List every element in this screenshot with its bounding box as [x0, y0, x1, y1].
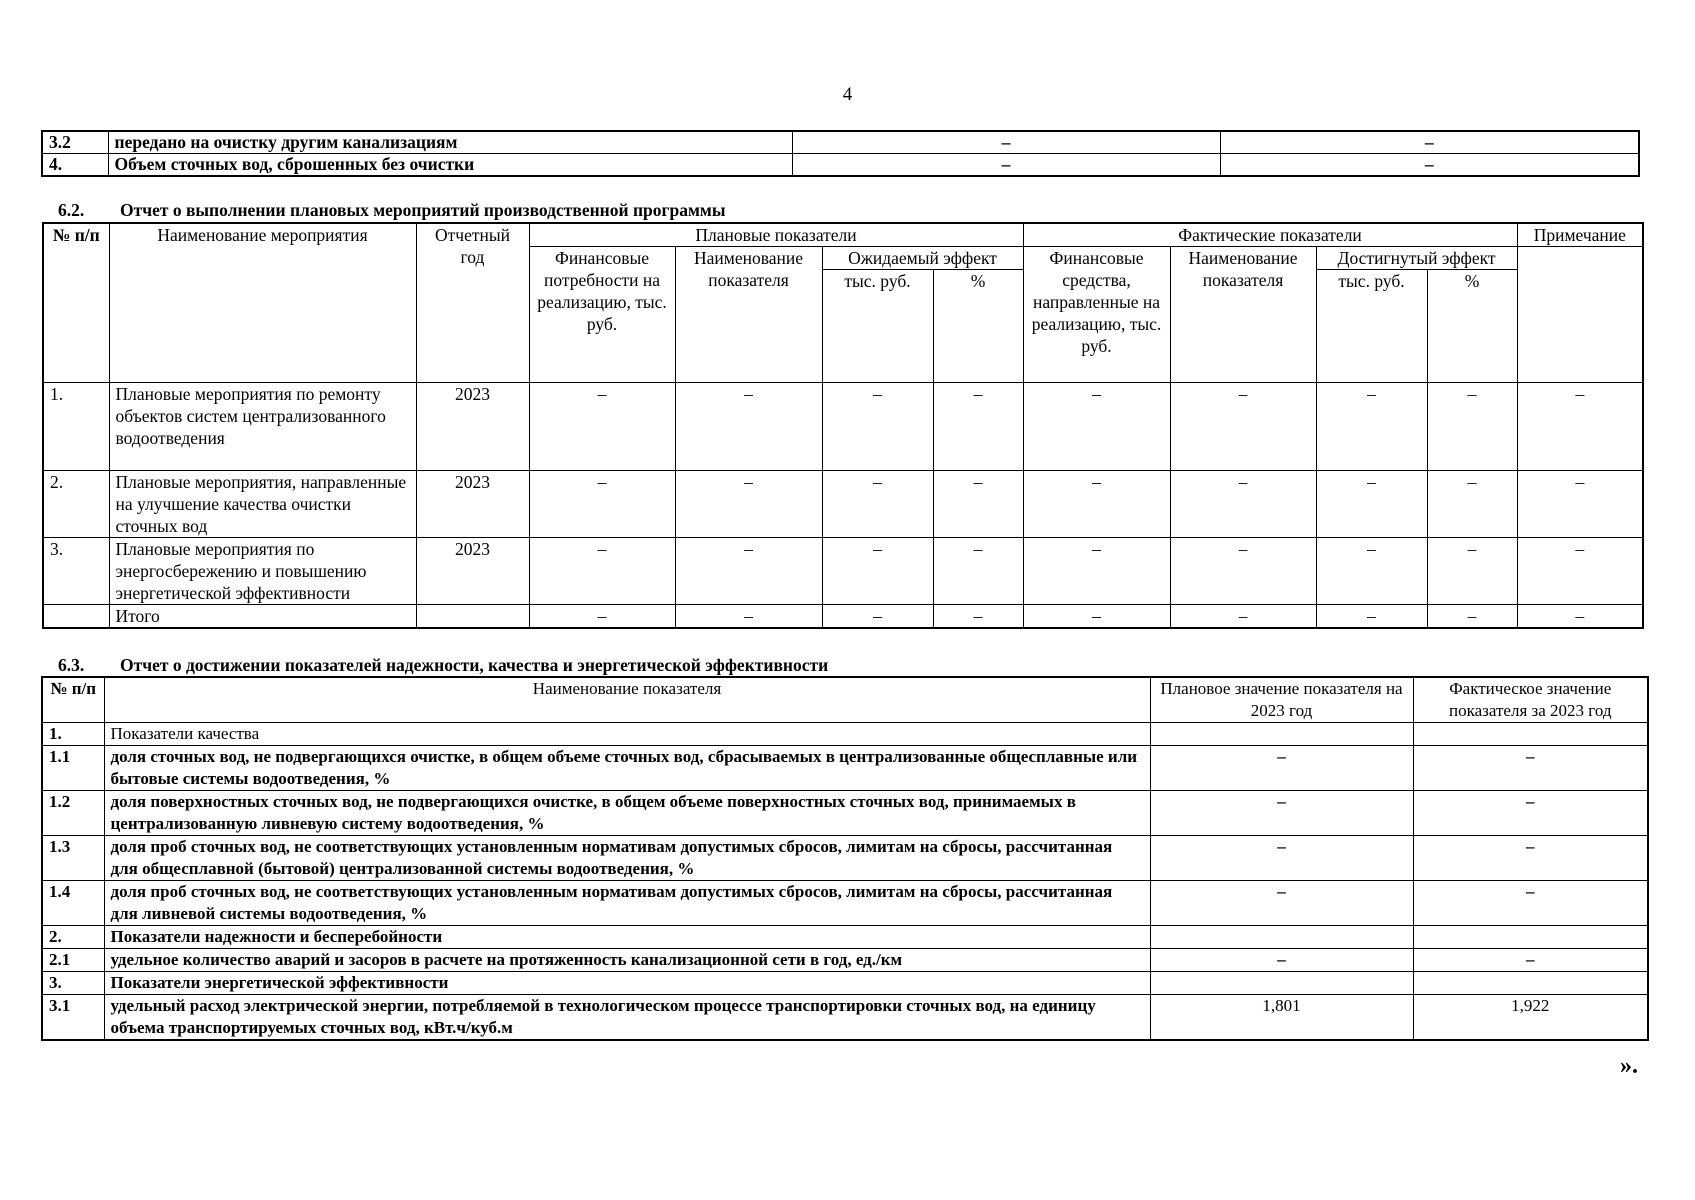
row-value: –: [822, 471, 933, 538]
col-header-plan-effect: Ожидаемый эффект: [822, 247, 1023, 270]
row-name: передано на очистку другим канализациям: [108, 131, 792, 154]
row-fact: 1,922: [1413, 995, 1648, 1041]
row-name: удельное количество аварий и засоров в расчете на протяженность канализационной сети в год, ед./км: [104, 949, 1150, 972]
col-header-percent: %: [1427, 270, 1517, 383]
col-header-name: Наименование мероприятия: [109, 223, 416, 383]
row-name: Объем сточных вод, сброшенных без очистки: [108, 154, 792, 177]
row-value: –: [675, 538, 822, 605]
row-plan: –: [1150, 746, 1413, 791]
table-row: [42, 972, 1648, 995]
row-value: –: [1427, 605, 1517, 629]
row-name: доля сточных вод, не подвергающихся очистке, в общем объеме сточных вод, сбрасываемых в централизованные общесплавные или бытовые системы водоотведения, %: [104, 746, 1150, 791]
row-name: доля поверхностных сточных вод, не подвергающихся очистке, в общем объеме поверхностных сточных вод, принимаемых в централизованную ливневую систему водоотведения, %: [104, 791, 1150, 836]
row-value: –: [1170, 383, 1316, 471]
section-title: Отчет о достижении показателей надежности, качества и энергетической эффективности: [120, 655, 829, 675]
row-plan: –: [1150, 836, 1413, 881]
row-fact: –: [1413, 746, 1648, 791]
row-value: –: [1220, 131, 1639, 154]
row-value: –: [1517, 471, 1643, 538]
row-value: –: [1316, 383, 1427, 471]
row-plan: [1150, 972, 1413, 995]
row-name: Плановые мероприятия по ремонту объектов систем централизованного водоотведения: [109, 383, 416, 471]
col-header-plan-fin: Финансовые потребности на реализацию, тыс. руб.: [529, 247, 675, 383]
col-header-act-fin: Финансовые средства, направленные на реализацию, тыс. руб.: [1023, 247, 1170, 383]
row-fact: [1413, 926, 1648, 949]
col-header-name: Наименование показателя: [104, 677, 1150, 723]
col-header-fact: Фактическое значение показателя за 2023 год: [1413, 677, 1648, 723]
row-value: –: [933, 538, 1023, 605]
row-number: 1.4: [42, 881, 104, 926]
row-number: 1.3: [42, 836, 104, 881]
section-63-heading: [58, 655, 828, 676]
row-value: –: [933, 605, 1023, 629]
row-value: –: [1023, 538, 1170, 605]
section-62-heading: [58, 200, 725, 221]
row-value: –: [675, 471, 822, 538]
row-number: 1.: [43, 383, 109, 471]
col-header-actual: Фактические показатели: [1023, 223, 1517, 247]
col-header-thous: тыс. руб.: [822, 270, 933, 383]
row-year: 2023: [416, 471, 529, 538]
row-value: –: [1427, 471, 1517, 538]
indicators-table: [41, 676, 1649, 1041]
row-value: –: [933, 383, 1023, 471]
table-row: [42, 791, 1648, 836]
row-year: [416, 605, 529, 629]
col-header-act-ind: Наименование показателя: [1170, 247, 1316, 383]
table-row: [43, 383, 1643, 471]
row-value: –: [1170, 538, 1316, 605]
row-value: –: [529, 538, 675, 605]
row-number: 1.1: [42, 746, 104, 791]
section-title: Отчет о выполнении плановых мероприятий производственной программы: [120, 200, 726, 220]
row-value: –: [822, 605, 933, 629]
row-value: –: [1517, 383, 1643, 471]
row-value: –: [1220, 154, 1639, 177]
row-value: –: [822, 383, 933, 471]
row-year: 2023: [416, 538, 529, 605]
row-number: 3.: [42, 972, 104, 995]
row-name: Показатели качества: [104, 723, 1150, 746]
row-value: –: [792, 131, 1220, 154]
row-value: –: [1316, 538, 1427, 605]
table-row: [43, 538, 1643, 605]
table-row: [42, 949, 1648, 972]
row-number: 1.2: [42, 791, 104, 836]
row-plan: –: [1150, 949, 1413, 972]
row-fact: –: [1413, 836, 1648, 881]
row-value: –: [1517, 538, 1643, 605]
col-header-percent: %: [933, 270, 1023, 383]
row-name: удельный расход электрической энергии, потребляемой в технологическом процессе транспортировки сточных вод, на единицу объема транспортируемых сточных вод, кВт.ч/куб.м: [104, 995, 1150, 1041]
total-row: [43, 605, 1643, 629]
row-fact: [1413, 972, 1648, 995]
row-name: Показатели надежности и бесперебойности: [104, 926, 1150, 949]
closing-quote-mark: ».: [1620, 1053, 1638, 1079]
row-value: –: [1023, 383, 1170, 471]
row-value: –: [933, 471, 1023, 538]
row-number: 2.1: [42, 949, 104, 972]
table-row: [42, 995, 1648, 1041]
row-number: 1.: [42, 723, 104, 746]
row-name: Плановые мероприятия, направленные на улучшение качества очистки сточных вод: [109, 471, 416, 538]
table-row: [42, 131, 1639, 154]
row-value: –: [675, 383, 822, 471]
row-plan: –: [1150, 881, 1413, 926]
row-value: –: [1023, 605, 1170, 629]
row-name: Плановые мероприятия по энергосбережению и повышению энергетической эффективности: [109, 538, 416, 605]
row-value: –: [675, 605, 822, 629]
row-value: –: [1170, 605, 1316, 629]
col-header-plan: Плановое значение показателя на 2023 год: [1150, 677, 1413, 723]
row-number: 3.: [43, 538, 109, 605]
col-header-year: Отчетный год: [416, 223, 529, 383]
row-value: –: [1316, 605, 1427, 629]
row-plan: –: [1150, 791, 1413, 836]
row-value: –: [529, 383, 675, 471]
row-number: 4.: [42, 154, 108, 177]
row-value: –: [1427, 383, 1517, 471]
header-row: [43, 223, 1643, 247]
row-plan: [1150, 926, 1413, 949]
section-number: 6.2.: [58, 200, 85, 220]
row-number: [43, 605, 109, 629]
row-number: 2.: [43, 471, 109, 538]
row-value: –: [1427, 538, 1517, 605]
col-header-num: № п/п: [42, 677, 104, 723]
row-number: 2.: [42, 926, 104, 949]
page-number: 4: [842, 84, 853, 105]
row-plan: 1,801: [1150, 995, 1413, 1041]
table-row: [42, 881, 1648, 926]
col-header-thous: тыс. руб.: [1316, 270, 1427, 383]
row-fact: –: [1413, 949, 1648, 972]
table-row: [42, 723, 1648, 746]
row-fact: [1413, 723, 1648, 746]
table-row: [42, 746, 1648, 791]
row-value: –: [1023, 471, 1170, 538]
row-number: 3.1: [42, 995, 104, 1041]
top-table: [41, 130, 1640, 177]
table-row: [42, 154, 1639, 177]
col-header-plan-ind: Наименование показателя: [675, 247, 822, 383]
table-row: [42, 926, 1648, 949]
row-value: –: [1170, 471, 1316, 538]
row-plan: [1150, 723, 1413, 746]
table-row: [43, 471, 1643, 538]
col-header-planned: Плановые показатели: [529, 223, 1023, 247]
planned-measures-table: [42, 222, 1644, 629]
col-header-note: Примечание: [1517, 223, 1643, 247]
table-row: [42, 836, 1648, 881]
col-header-act-effect: Достигнутый эффект: [1316, 247, 1517, 270]
row-number: 3.2: [42, 131, 108, 154]
row-value: –: [792, 154, 1220, 177]
row-name: Показатели энергетической эффективности: [104, 972, 1150, 995]
total-label: Итого: [109, 605, 416, 629]
row-name: доля проб сточных вод, не соответствующих установленным нормативам допустимых сбросов, лимитам на сбросы, рассчитанная для общесплавной (бытовой) централизованной системы водоотведения, %: [104, 836, 1150, 881]
row-fact: –: [1413, 881, 1648, 926]
col-header-num: № п/п: [43, 223, 109, 383]
row-year: 2023: [416, 383, 529, 471]
row-value: –: [529, 605, 675, 629]
row-value: –: [1517, 605, 1643, 629]
col-header-note-empty: [1517, 247, 1643, 383]
row-value: –: [529, 471, 675, 538]
section-number: 6.3.: [58, 655, 85, 675]
row-value: –: [1316, 471, 1427, 538]
row-value: –: [822, 538, 933, 605]
row-fact: –: [1413, 791, 1648, 836]
row-name: доля проб сточных вод, не соответствующих установленным нормативам допустимых сбросов, лимитам на сбросы, рассчитанная для ливневой системы водоотведения, %: [104, 881, 1150, 926]
header-row: [42, 677, 1648, 723]
